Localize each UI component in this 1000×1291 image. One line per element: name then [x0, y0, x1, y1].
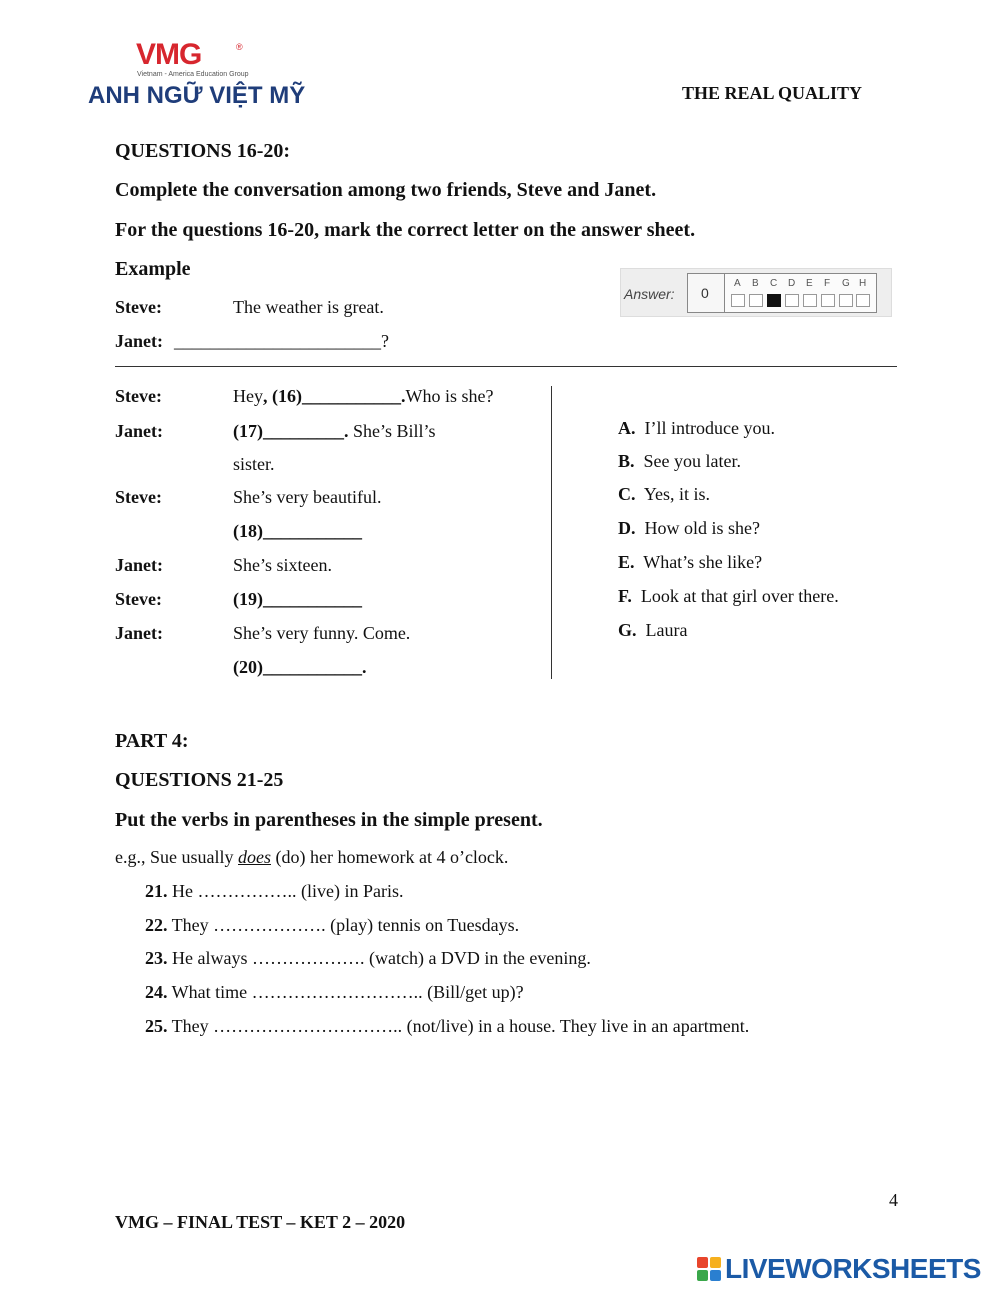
blank-20[interactable]: (20)___________.: [233, 657, 367, 677]
blank-16[interactable]: , (16)___________.: [263, 386, 406, 406]
answer-number: 0: [701, 285, 709, 301]
vmg-logo-text: VMG: [136, 38, 202, 71]
answer-letter-e: E: [806, 278, 813, 289]
liveworksheets-text: LIVEWORKSHEETS: [725, 1253, 981, 1284]
registered-mark: ®: [236, 42, 243, 52]
example-answer: does: [238, 847, 271, 867]
question-24[interactable]: 24. What time ……………………….. (Bill/get up)?: [145, 982, 524, 1002]
dialogue-line: sister.: [233, 454, 275, 474]
verb-example: e.g., Sue usually does (do) her homework at 4 o’clock.: [115, 847, 509, 867]
logo-school-name: ANH NGỮ VIỆT MỸ: [88, 82, 306, 109]
answer-letters-box: [724, 273, 877, 313]
answer-letter-h: H: [859, 278, 867, 289]
example-speaker-janet: Janet:: [115, 331, 163, 351]
answer-letter-a: A: [734, 278, 741, 289]
answer-cell-h: [856, 294, 870, 307]
dialogue-speaker: Steve:: [115, 386, 162, 406]
liveworksheets-icon: [697, 1257, 721, 1281]
answer-letter-g: G: [842, 278, 850, 289]
dialogue-speaker: Janet:: [115, 623, 163, 643]
answer-cell-c-selected: [767, 294, 781, 307]
question-25[interactable]: 25. They ………………………….. (not/live) in a house. They live in an apartment.: [145, 1016, 750, 1036]
answer-letter-b: B: [752, 278, 759, 289]
question-23[interactable]: 23. He always ………………. (watch) a DVD in the evening.: [145, 948, 591, 968]
answer-letter-f: F: [824, 278, 831, 289]
option-f: F. Look at that girl over there.: [618, 586, 839, 606]
dialogue-line: She’s very funny. Come.: [233, 623, 411, 643]
answer-cell-a: [731, 294, 745, 307]
example-line-2: _______________________?: [174, 331, 389, 351]
questions-16-20-heading: QUESTIONS 16-20:: [115, 140, 291, 162]
tagline: THE REAL QUALITY: [682, 83, 863, 103]
example-label: Example: [115, 258, 191, 280]
dialogue-line-16: Hey, (16)___________.Who is she?: [233, 386, 494, 406]
logo-subtitle: Vietnam - America Education Group: [137, 71, 249, 78]
dialogue-line: She’s sixteen.: [233, 555, 332, 575]
instruction-1: Complete the conversation among two friends, Steve and Janet.: [115, 179, 657, 201]
dialogue-line-17: (17)_________. She’s Bill’s: [233, 421, 436, 441]
option-g: G. Laura: [618, 620, 688, 640]
test-title-footer: VMG – FINAL TEST – KET 2 – 2020: [115, 1212, 406, 1232]
section-divider: [115, 366, 897, 367]
questions-21-25-heading: QUESTIONS 21-25: [115, 769, 284, 791]
dialogue-speaker: Janet:: [115, 421, 163, 441]
part-4-heading: PART 4:: [115, 730, 189, 752]
option-e: E. What’s she like?: [618, 552, 763, 572]
example-line-1: The weather is great.: [233, 297, 384, 317]
column-divider: [551, 386, 552, 679]
dialogue-speaker: Janet:: [115, 555, 163, 575]
answer-cell-e: [803, 294, 817, 307]
answer-label: Answer:: [624, 286, 675, 302]
option-a: A. I’ll introduce you.: [618, 418, 775, 438]
page-number: 4: [889, 1190, 898, 1210]
answer-cell-d: [785, 294, 799, 307]
question-21[interactable]: 21. He …………….. (live) in Paris.: [145, 881, 404, 901]
answer-letter-c: C: [770, 278, 778, 289]
answer-cell-b: [749, 294, 763, 307]
answer-cell-g: [839, 294, 853, 307]
verbs-instruction: Put the verbs in parentheses in the simple present.: [115, 809, 543, 831]
answer-cell-f: [821, 294, 835, 307]
dialogue-speaker: Steve:: [115, 487, 162, 507]
blank-18[interactable]: (18)___________: [233, 521, 362, 541]
answer-letter-d: D: [788, 278, 796, 289]
example-speaker-steve: Steve:: [115, 297, 162, 317]
liveworksheets-watermark: [697, 1253, 981, 1285]
option-d: D. How old is she?: [618, 518, 760, 538]
blank-17[interactable]: (17)_________.: [233, 421, 349, 441]
dialogue-speaker: Steve:: [115, 589, 162, 609]
dialogue-line: She’s very beautiful.: [233, 487, 382, 507]
option-b: B. See you later.: [618, 451, 741, 471]
option-c: C. Yes, it is.: [618, 484, 711, 504]
instruction-2: For the questions 16-20, mark the correct letter on the answer sheet.: [115, 219, 696, 241]
blank-19[interactable]: (19)___________: [233, 589, 362, 609]
question-22[interactable]: 22. They ………………. (play) tennis on Tuesdays.: [145, 915, 520, 935]
